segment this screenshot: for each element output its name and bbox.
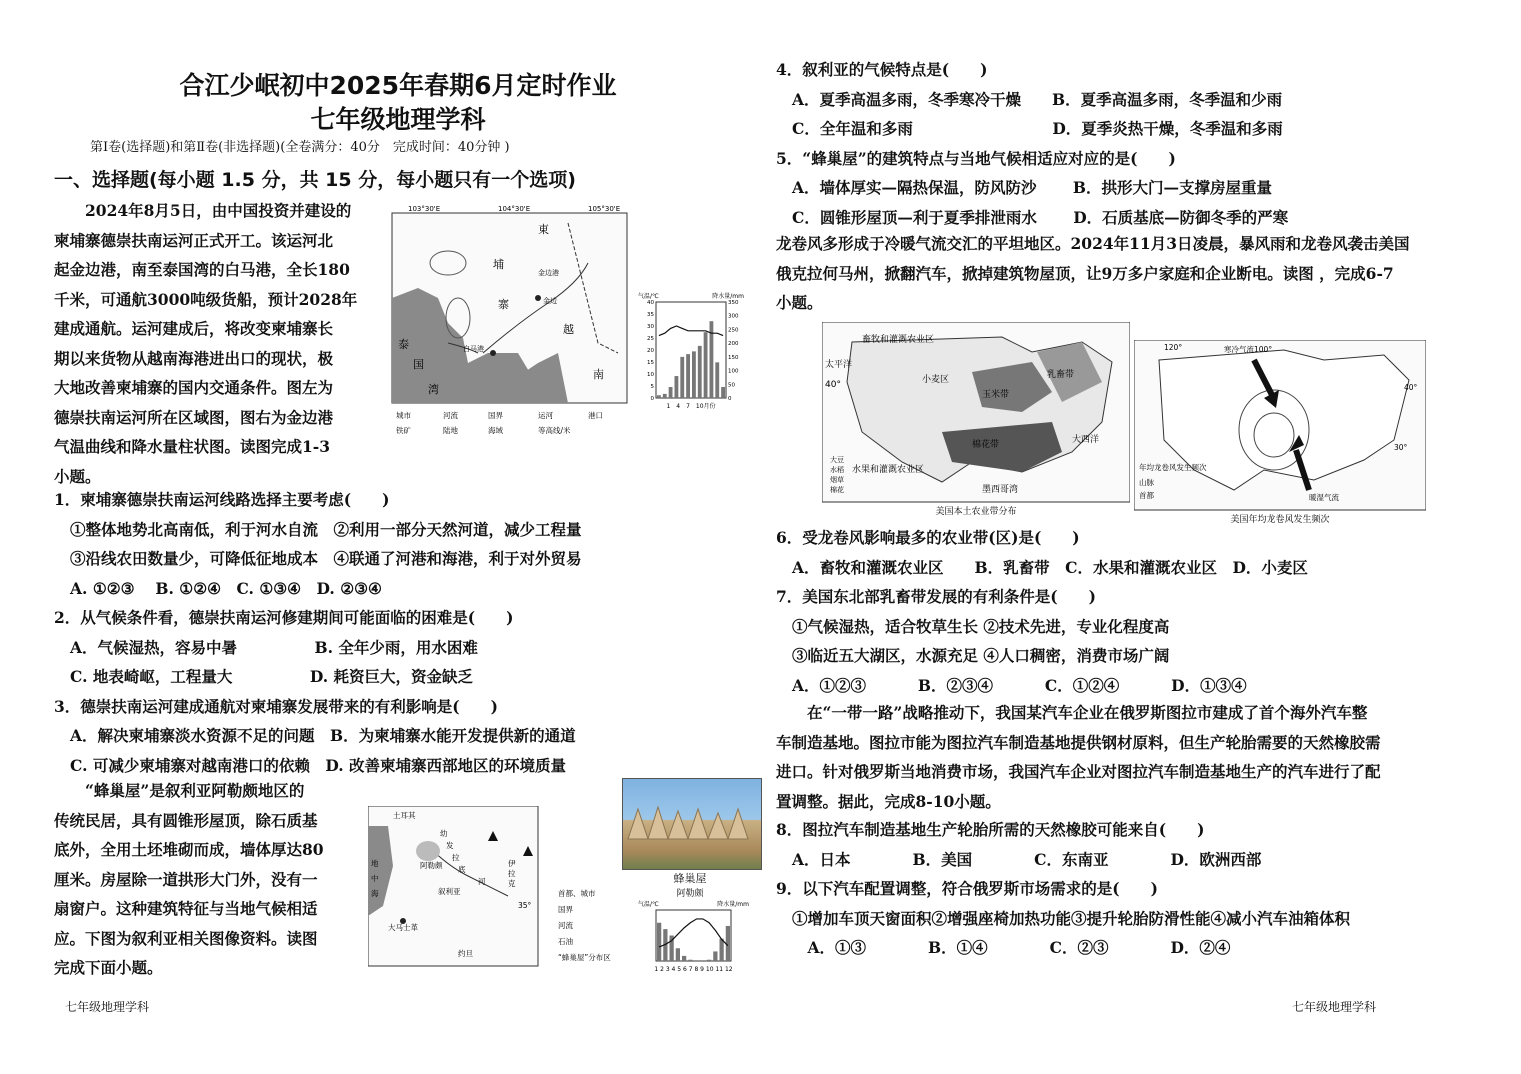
tick-label: 40 (647, 300, 654, 306)
axis-label: 1 4 7 10月份 (666, 403, 716, 410)
map-label: 地 (371, 859, 379, 868)
precip-bar (721, 387, 725, 398)
passage-line: 气温曲线和降水量柱状图。读图完成1-3 (54, 437, 331, 456)
map-label: 幼 (440, 829, 448, 838)
map-label: 太平洋 (825, 360, 853, 370)
tick-label: 35 (647, 312, 654, 318)
question-option-line[interactable]: ③沿线农田数量少，可降低征地成本 ④联通了河港和海港，利于对外贸易 (70, 549, 582, 568)
map-label: 40° (1404, 383, 1418, 392)
question-option-line[interactable]: ③临近五大湖区，水源充足 ④人口稠密，消费市场广阔 (792, 646, 1170, 665)
legend-item: “蜂巢屋”分布区 (558, 953, 611, 962)
tick-label: 5 (650, 384, 654, 390)
legend-item: 等高线/米 (538, 426, 571, 435)
map-label: 海 (371, 889, 379, 898)
questions-4-5 (776, 55, 1476, 232)
passage-line: 在“一带一路”战略推动下，我国某汽车企业在俄罗斯图拉市建成了首个海外汽车整 (776, 703, 1368, 722)
map-label: 寒冷气流 (1224, 345, 1254, 354)
section-heading: 一、选择题(每小题 1.5 分，共 15 分，每小题只有一个选项) (54, 169, 576, 191)
exam-title-line1: 合江少岷初中2025年春期6月定时作业 (179, 71, 617, 100)
map-label: 小麦区 (922, 375, 950, 385)
legend-item: 港口 (588, 411, 603, 420)
axis-label: 气温/℃ (638, 901, 659, 908)
place-label: 国 (413, 358, 424, 371)
canal-region-map (388, 203, 631, 438)
passage-line: 车制造基地。图拉市能为图拉汽车制造基地提供钢材原料，但生产轮胎需要的天然橡胶需 (776, 732, 1381, 752)
legend-item: 烟草 (830, 476, 844, 484)
tick-label: 30 (647, 324, 654, 330)
syria-map (368, 806, 623, 970)
question-stem: 7．美国东北部乳畜带发展的有利条件是( ) (776, 587, 1096, 606)
passage-line: 俄克拉何马州，掀翻汽车，掀掉建筑物屋顶，让9万多户家庭和企业断电。读图 ，完成6-7 (776, 263, 1394, 283)
photo-caption: 阿勒颇 (676, 889, 704, 899)
map-label: 水果和灌溉农业区 (852, 465, 925, 475)
axis-label: 降水量/mm (712, 293, 744, 300)
precip-bar (713, 951, 717, 961)
question-option-line[interactable]: C. 可减少柬埔寨对越南港口的依赖 D. 改善柬埔寨西部地区的环境质量 (70, 755, 567, 775)
precip-bar (704, 332, 708, 398)
legend-item: 陆地 (443, 426, 458, 435)
passage-line: 完成下面小题。 (54, 958, 163, 977)
legend-item: 棉花 (830, 486, 844, 494)
legend-item: 城市 (396, 411, 411, 420)
axis-label: 1 2 3 4 5 6 7 8 9 10 11 12 (654, 966, 733, 973)
place-label: 寨 (498, 298, 509, 311)
question-option-line[interactable]: A. ①②③ B. ①②④ C. ①③④ D. ②③④ (70, 578, 382, 598)
question-option-line[interactable]: C. 地表崎岖，工程量大 D. 耗资巨大，资金缺乏 (70, 667, 474, 686)
passage-line: 千米，可通航3000吨级货船，预计2028年 (54, 289, 358, 309)
passage-line: 应。下图为叙利亚相关图像资料。读图 (54, 928, 318, 948)
question-stem: 8．图拉汽车制造基地生产轮胎所需的天然橡胶可能来自( ) (776, 820, 1205, 839)
phnom-penh-climate-chart (636, 290, 746, 410)
precip-bar (663, 394, 667, 398)
passage-line: 建成通航。运河建成后，将改变柬埔寨长 (54, 319, 334, 338)
tick-label: 250 (728, 327, 739, 334)
question-option-line[interactable]: A．①③ B．①④ C．②③ D．②④ (792, 938, 1231, 957)
question-option-line[interactable]: A．日本 B．美国 C．东南亚 D．欧洲西部 (792, 849, 1262, 869)
map-label: 大马士革 (388, 923, 418, 932)
legend-item: 河流 (558, 921, 573, 930)
question-stem: 1．柬埔寨德崇扶南运河线路选择主要考虑( ) (54, 490, 390, 509)
legend-item: 河流 (443, 411, 458, 420)
map-label: 暖湿气流 (1309, 493, 1339, 502)
tick-label: 0 (650, 396, 654, 402)
lon-label: 105°30'E (588, 205, 621, 213)
map-label: 大西洋 (1072, 435, 1100, 445)
lon-label: 104°30'E (498, 205, 531, 213)
map-label: 乳畜带 (1047, 370, 1075, 380)
tick-label: 10 (647, 372, 654, 378)
place-label: 金边 (543, 297, 557, 305)
legend-item: 石油 (558, 937, 573, 946)
passage-line: 置调整。据此，完成8-10小题。 (776, 791, 1001, 811)
passage-2 (54, 776, 364, 983)
place-label: 東 (538, 223, 549, 236)
map-caption: 美国年均龙卷风发生频次 (1230, 515, 1330, 525)
map-label: 拉 (508, 869, 516, 878)
place-label: 埔 (493, 258, 504, 271)
passage-line: “蜂巢屋”是叙利亚阿勒颇地区的 (54, 781, 305, 800)
map-label: 拉 (452, 853, 460, 862)
exam-title-line2: 七年级地理学科 (310, 105, 486, 134)
place-label: 白马港 (463, 345, 484, 353)
questions-6-7 (776, 523, 1476, 700)
tick-label: 15 (647, 360, 654, 366)
question-stem: 2．从气候条件看，德崇扶南运河修建期间可能面临的困难是( ) (54, 608, 514, 627)
question-stem: 6．受龙卷风影响最多的农业带(区)是( ) (776, 528, 1080, 547)
tick-label: 350 (728, 300, 739, 306)
tick-label: 300 (728, 313, 739, 320)
legend-item: 大豆 (830, 456, 844, 464)
precip-bar (698, 346, 702, 398)
question-option-line[interactable]: A．畜牧和灌溉农业区 B．乳畜带 C．水果和灌溉农业区 D．小麦区 (792, 557, 1308, 577)
map-label: 首都 (1139, 491, 1154, 500)
beehive-house-photo (622, 778, 762, 870)
tick-label: 50 (728, 382, 735, 389)
question-option-line[interactable]: ①增加车顶天窗面积②增强座椅加热功能③提升轮胎防滑性能④减小汽车油箱体积 (792, 908, 1351, 928)
map-label: 发 (446, 841, 454, 850)
us-agriculture-map (822, 322, 1130, 517)
precip-bar (669, 387, 673, 398)
passage-3 (776, 229, 1476, 318)
precip-bar (680, 357, 684, 398)
precip-bar (692, 351, 696, 398)
map-label: 底 (458, 865, 466, 874)
map-label: 玉米带 (982, 390, 1010, 400)
tick-label: 20 (647, 348, 654, 354)
axis-label: 气温/℃ (638, 293, 659, 300)
precip-bar (720, 939, 724, 961)
precip-bar (657, 923, 661, 961)
legend-item: 铁矿 (396, 426, 411, 435)
precip-bar (657, 395, 661, 398)
question-option-line[interactable]: C．圆锥形屋顶—利于夏季排泄雨水 D．石质基底—防御冬季的严寒 (792, 207, 1289, 227)
tick-label: 150 (728, 354, 739, 361)
question-stem: 9．以下汽车配置调整，符合俄罗斯市场需求的是( ) (776, 879, 1158, 898)
passage-line: 德崇扶南运河所在区域图，图右为金边港 (54, 407, 334, 427)
question-option-line[interactable]: ①气候湿热，适合牧草生长 ②技术先进，专业化程度高 (792, 616, 1170, 636)
precip-bar (707, 960, 711, 961)
legend-item: 海域 (488, 426, 503, 435)
passage-line: 小题。 (54, 466, 101, 486)
us-tornado-map (1134, 340, 1426, 525)
legend-item: 国界 (558, 905, 573, 914)
passage-line: 期以来货物从越南海港进出口的现状，极 (54, 348, 334, 368)
precip-bar (686, 354, 690, 398)
question-option-line[interactable]: A．夏季高温多雨，冬季寒冷干燥 B．夏季高温多雨，冬季温和少雨 (792, 89, 1283, 109)
map-label: 墨西哥湾 (982, 485, 1019, 495)
map-label: 河 (478, 877, 486, 886)
map-label: 土耳其 (393, 811, 416, 820)
question-option-line[interactable]: C．全年温和多雨 D．夏季炎热干燥，冬季温和多雨 (792, 119, 1283, 138)
passage-line: 2024年8月5日，由中国投资并建设的 (54, 201, 352, 220)
place-label: 越 (563, 323, 574, 336)
question-option-line[interactable]: A．墙体厚实—隔热保温，防风防沙 B．拱形大门—支撑房屋重量 (792, 178, 1273, 197)
map-label: 棉花带 (972, 440, 1000, 450)
passage-line: 厘米。房屋除一道拱形大门外，没有一 (54, 869, 318, 889)
map-caption: 美国本土农业带分布 (935, 507, 1017, 517)
passage-line: 扇窗户。这种建筑特征与当地气候相适 (54, 899, 318, 918)
map-label: 克 (508, 879, 516, 888)
map-label: 畜牧和灌溉农业区 (862, 335, 935, 345)
map-label: 山脉 (1139, 478, 1154, 487)
map-label: 约旦 (458, 949, 473, 958)
footer-left: 七年级地理学科 (65, 1000, 150, 1014)
map-label: 40° (825, 380, 841, 390)
question-stem: 4．叙利亚的气候特点是( ) (776, 60, 988, 79)
legend-item: 水稻 (830, 466, 844, 474)
legend-item: 首都、城市 (558, 889, 596, 898)
tick-label: 200 (728, 341, 739, 348)
passage-4 (776, 698, 1476, 816)
precip-bar (682, 956, 686, 961)
footer-right: 七年级地理学科 (1292, 1000, 1377, 1014)
tick-label: 25 (647, 336, 654, 342)
axis-label: 降水量/mm (717, 901, 749, 908)
place-label: 南 (593, 368, 604, 381)
photo-caption: 蜂巢屋 (673, 872, 707, 885)
map-label: 120° (1164, 343, 1183, 352)
question-option-line[interactable]: A．气候湿热，容易中暑 B. 全年少雨，用水困难 (70, 637, 478, 657)
legend-item: 运河 (538, 411, 553, 420)
map-label: 35° (518, 901, 532, 910)
map-label: 年均龙卷风发生频次 (1139, 463, 1207, 472)
precip-bar (715, 362, 719, 398)
place-label: 泰 (398, 338, 409, 351)
map-label: 中 (371, 874, 379, 883)
passage-line: 大地改善柬埔寨的国内交通条件。图左为 (54, 378, 334, 397)
question-option-line[interactable]: A．①②③ B．②③④ C．①②④ D．①③④ (792, 675, 1247, 695)
question-stem: 3．德崇扶南运河建成通航对柬埔寨发展带来的有利影响是( ) (54, 696, 498, 716)
passage-line: 龙卷风多形成于冷暖气流交汇的平坦地区。2024年11月3日凌晨，暴风雨和龙卷风袭击美国 (776, 234, 1410, 253)
legend-item: 国界 (488, 411, 503, 420)
exam-subtitle: 第Ⅰ卷(选择题)和第Ⅱ卷(非选择题)(全卷满分：40分 完成时间：40分钟 ) (90, 140, 510, 155)
precip-bar (676, 948, 680, 961)
question-option-line[interactable]: ①整体地势北高南低，利于河水自流 ②利用一部分天然河道，减少工程量 (70, 519, 582, 539)
map-label: 伊 (508, 859, 516, 868)
passage-line: 传统民居，具有圆锥形屋顶，除石质基 (54, 810, 318, 830)
precip-bar (675, 376, 679, 398)
passage-line: 底外，全用土坯堆砌而成，墙体厚达80 (54, 840, 324, 859)
tick-label: 100 (728, 368, 739, 375)
map-label: 阿勒颇 (420, 861, 443, 870)
passage-line: 小题。 (776, 293, 823, 312)
passage-1 (54, 196, 374, 491)
questions-1-3 (54, 485, 744, 780)
passage-line: 柬埔寨德崇扶南运河正式开工。该运河北 (54, 230, 334, 250)
lon-label: 103°30'E (408, 205, 441, 213)
question-option-line[interactable]: A．解决柬埔寨淡水资源不足的问题 B．为柬埔寨水能开发提供新的通道 (70, 726, 576, 745)
map-label: 叙利亚 (438, 887, 461, 896)
map-label: 100° (1254, 345, 1273, 354)
question-stem: 5．“蜂巢屋”的建筑特点与当地气候相适应对应的是( ) (776, 148, 1176, 168)
questions-8-9 (776, 815, 1476, 963)
map-label: 30° (1394, 443, 1408, 452)
precip-bar (688, 960, 692, 961)
tick-label: 0 (728, 396, 732, 402)
place-label: 湾 (428, 383, 439, 396)
passage-line: 进口。针对俄罗斯当地消费市场，我国汽车企业对图拉汽车制造基地生产的汽车进行了配 (776, 762, 1381, 781)
aleppo-climate-chart (636, 898, 751, 973)
place-label: 金边港 (538, 269, 559, 277)
passage-line: 起金边港，南至泰国湾的白马港，全长180 (54, 260, 350, 279)
